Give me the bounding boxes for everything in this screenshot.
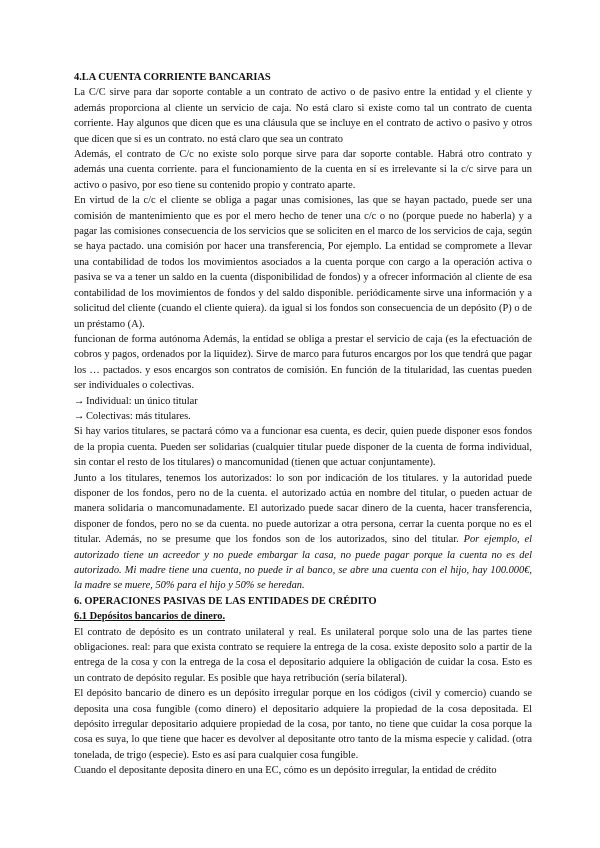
list-item (74, 394, 532, 409)
document-page (74, 70, 532, 779)
paragraph: Si hay varios titulares, se pactará cómo va a funcionar esa cuenta, es decir, quien puede disponer esos fondos de la propia cuenta. Pueden ser solidarias (cualquier titular puede disponer de la cuenta de forma individual, sin contar el resto de los titulares) o mancomunidad (tienen que actuar conjuntamente). (74, 426, 532, 469)
paragraph (74, 471, 532, 594)
list-item-text: Colectivas: más titulares. (86, 410, 191, 422)
subsection-title: 6.1 Depósitos bancarios de dinero. (74, 611, 226, 623)
paragraph: funcionan de forma autónoma Además, la entidad se obliga a prestar el servicio de caja (es la efectuación de cobros y pagos, ordenados por la liquidez). Sirve de marco para futuros encargos por los que tendrá que pagar los … pactados. y esos encargos son contratos de comisión. En función de la titularidad, las cuentas pueden ser individuales o colectivas. (74, 333, 532, 392)
list-item-text: Individual: un único titular (86, 395, 198, 407)
paragraph-text: Junto a los titulares, tenemos los autorizados: lo son por indicación de los titulares. y la autoridad puede disponer de los fondos, pero no de la cuenta. el autorizado actúa en nombre del titular, o pueden actuar de manera solidaria o mancomunadamente. El autorizado puede sacar dinero de la cuenta, hacer transferencia, disponer de fondos, pero no se da cuenta. no puede autorizar a otra persona, cerrar la cuenta porque no es el titular. Además, no se presume que los fondos son de los autorizados, sino del titular. (74, 472, 532, 546)
example-text: Por ejemplo, el autorizado tiene un acreedor y no puede embargar la casa, no puede pagar porque la cuenta no es del autorizado. Mi madre tiene una cuenta, no puede ir al banco, se abre una cuenta con el hijo, hay 100.000€, la madre se muere, 50% para el hijo y 50% se heredan. (74, 534, 532, 592)
section-6-title: 6. OPERACIONES PASIVAS DE LAS ENTIDADES DE CRÉDITO (74, 595, 377, 607)
section-4-title: 4.LA CUENTA CORRIENTE BANCARIAS (74, 72, 271, 83)
paragraph: La C/C sirve para dar soporte contable a un contrato de activo o de pasivo entre la entidad y el cliente y además proporciona al cliente un servicio de caja. No está claro si existe como tal un contrato de cuenta corriente. Hay algunos que dicen que es una cláusula que se incluye en el contrato de activo o pasivo y otros que dicen que si es un contrato. no está claro que sea un contrato (74, 87, 532, 145)
arrow-icon: → (74, 395, 85, 407)
paragraph: Además, el contrato de C/c no existe solo porque sirve para dar soporte contable. Habrá otro contrato y además una cuenta corriente. para el funcionamiento de la cuenta en sí es irrelevante si la c/c sirve para un activo o pasivo, por eso tiene su contenido propio y contrato aparte. (74, 149, 532, 191)
paragraph: El depósito bancario de dinero es un depósito irregular porque en los códigos (civil y comercio) cuando se deposita una cosa fungible (como dinero) el depositario adquiere la propiedad de la cosa depositada. El depósito irregular depositario adquiere propiedad de la cosa, por tanto, no tiene que cuidar la cosa porque la cosa es suya, lo que tiene que hacer es devolver al depositante otro tanto de la misma especie y calidad. (otra tonelada, de trigo (especie). Esto es así para cualquier cosa fungible. (74, 688, 532, 761)
list-item (74, 409, 532, 424)
arrow-icon: → (74, 410, 85, 422)
paragraph: El contrato de depósito es un contrato unilateral y real. Es unilateral porque solo una de las partes tiene obligaciones. real: para que exista contrato se requiere la entrega de la cosa. existe deposito solo a partir de la entrega de la cosa y con la entrega de la cosa el depositario adquiere la obligación de cuidar la cosa. Esto es un contrato de depósito regular. Es posible que haya retribución (sería bilateral). (74, 626, 532, 684)
paragraph: En virtud de la c/c el cliente se obliga a pagar unas comisiones, las que se hayan pactado, puede ser una comisión de mantenimiento que es por el mero hecho de tener una c/c o no (porque puede no haberla) y a pagar las comisiones consecuencia de los servicios que se soliciten en el marco de los servicios de caja, según se haya pactado. una comisión por hacer una transferencia, Por ejemplo. La entidad se compromete a llevar una contabilidad de todos los movimientos asociados a la cuenta porque con cargo a la operación activa o pasiva se va a tener un saldo en la cuenta (disponibilidad de fondos) y a ofrecer información al cliente de esa contabilidad de los movimientos de fondos y del saldo disponible. periódicamente sirve una información y a solicitud del cliente (cuando el cliente quiera). da igual si los fondos son consecuencia de un depósito (P) o de un préstamo (A). (74, 195, 532, 330)
paragraph: Cuando el depositante deposita dinero en una EC, cómo es un depósito irregular, la entidad de crédito (74, 765, 497, 777)
